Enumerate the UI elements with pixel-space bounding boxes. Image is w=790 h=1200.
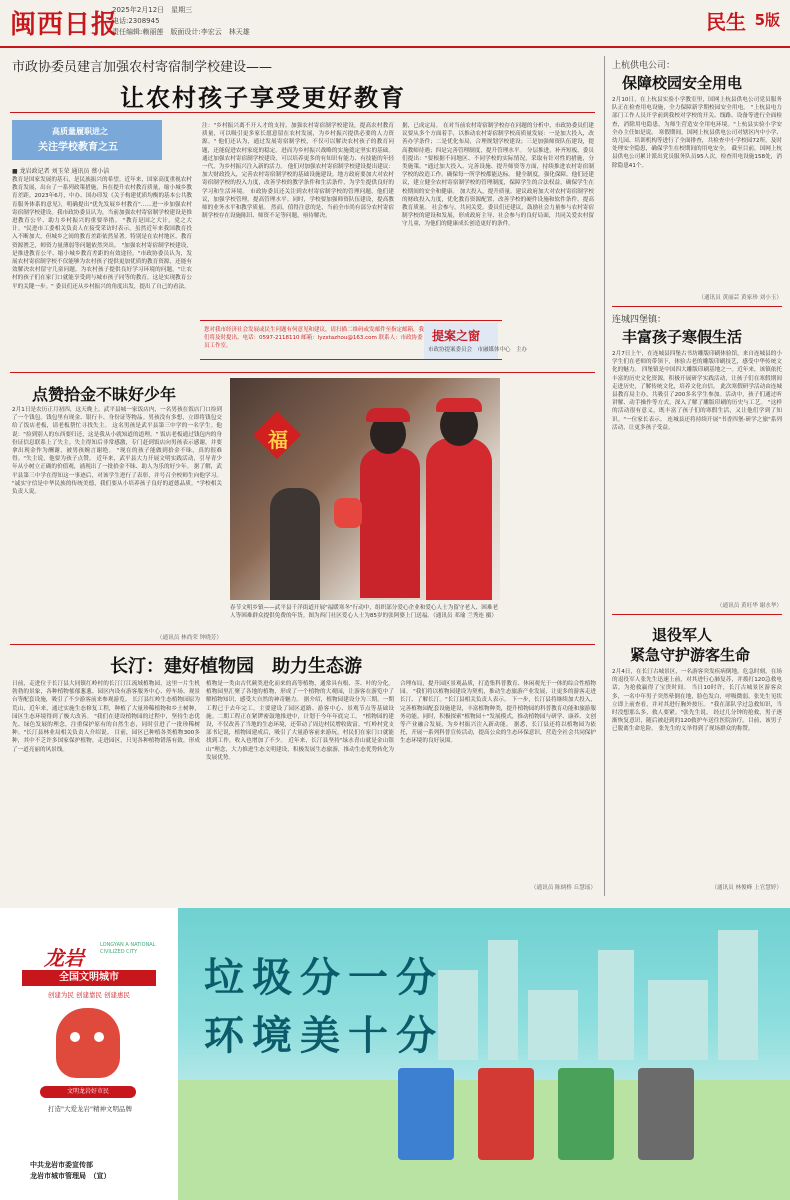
sidebar-story3-kicker: 退役军人 <box>652 626 713 644</box>
volunteer-1-cap <box>366 408 410 422</box>
volunteer-2-cap <box>436 398 482 412</box>
city-building <box>438 970 478 1060</box>
proposal-banner-title: 提案之窗 <box>432 329 481 343</box>
main-story-reporter: ■ 龙岩政记者 刘玉荣 通讯员 蔡小洁 <box>12 168 110 175</box>
mascot-eye-left <box>70 1032 80 1042</box>
sidebar-divider <box>604 56 605 896</box>
sidebar-story2-body: 2月7日上午，在连城县四堡古书坊雕版印刷体验馆，来自连城县的小学生们在老师的带领下，体验古老的雕版印刷技艺，感受中华传统文化的魅力。 四堡镇是中国四大雕版印刷基地之一。近年来，该镇依托丰富的历史文化资源，积极开展研学实践活动，让孩子们在寒假期间走进历史，了解传统文化，培养文化自信。 此次寒假研学活动由连城县教育局主办，共吸引了200多名学生参加。活动中，孩子们通过听讲解、动手操作等方式，深入了解了雕版印刷的历史与工艺。 "这样的活动很有意义，既丰富了孩子们的寒假生活，又让他们学到了知识。"一位家长表示。 连城县还将持续开展"书香四堡·研学之旅"系列活动，让更多孩子受益。 <box>612 351 782 431</box>
sidebar-story1-kicker: 上杭供电公司： <box>612 61 676 71</box>
fu-character: 福 <box>268 428 288 452</box>
proposal-window-banner <box>200 320 528 360</box>
bottom-story-column-1: 日前，走进位于长汀县大同镇红岭村的长汀汀江流域植物园，这里一片生机勃勃的景象，各种植物郁郁葱葱。园区内设有游客服务中心、停车场、观景台等配套设施，吸引了不少游客前来参观游览。 长汀县红岭生态植物园原为荒山，近年来，通过实施生态修复工程，种植了大量珍稀植物和乡土树种，园区生态环境得到了极大改善。 "我们在建设植物园的过程中，坚持生态优先、绿色发展的理念，注重保护原有的自然生态，同时引进了一批珍稀树种。"长汀县林业局相关负责人介绍说。 目前，园区已种植各类植物300多种，其中不乏许多国家保护植物。走进园区，只见各种植物错落有致，形成了一道亮丽的风景线。 <box>12 681 200 753</box>
column-tag-line1: 高质量履职进之 <box>52 127 108 136</box>
proposal-banner-text: 您对我市经济社会发展或民生问题有何意见和建议，请扫描二维码或发邮件至指定邮箱，我们将及时提出。电话：0597-2118110 邮箱：lyzxtazhou@163.com 联系人：市政协委员工作室。 <box>204 327 425 349</box>
masthead <box>0 0 790 48</box>
ad-longyan-logo: 龙岩 <box>44 946 84 970</box>
sidebar-story3-byline: （通讯员 林俊峰 上官慧婷） <box>711 885 782 891</box>
sidebar-story3-title: 紧急守护游客生命 <box>630 646 751 664</box>
sidebar-story2-byline: （通讯员 黄旺华 谢水华） <box>716 603 782 609</box>
sidebar-story2-kicker: 连城四堡镇： <box>612 315 667 325</box>
ad-headline-2: 环境美十分 <box>204 1013 444 1059</box>
elder-figure <box>270 488 320 600</box>
sidebar-story1-title: 保障校园安全用电 <box>622 74 743 92</box>
sidebar-story1-byline: （通讯员 黄丽芸 黄家珍 刘小玉） <box>698 295 782 301</box>
main-story-title: 让农村孩子享受更好教育 <box>120 84 406 112</box>
bottom-story-title: 长汀：建好植物园 助力生态游 <box>110 656 362 677</box>
main-story-kicker: 市政协委员建言加强农村寄宿制学校建设—— <box>12 60 273 75</box>
sidebar-divider-1 <box>612 306 782 307</box>
kitchen-bin-icon <box>558 1068 614 1160</box>
jewel-story-title: 点赞拾金不昧好少年 <box>32 385 177 404</box>
main-title-divider <box>10 112 595 113</box>
jewel-story-body: 2月1日是农历正月初四，这天晚上，武平县城一家饭店内，一名男孩在饭店门口捡到了一个钱包。钱包里有现金、银行卡、身份证等物品。男孩没有多想，立即将钱包交给了饭店老板，请老板帮忙寻找失主。 这名男孩是武平县第三中学的一名学生。他说："捡到别人的东西要归还，这是我从小就知道的道理。" 饭店老板通过钱包内的身份证信息联系上了失主。失主得知后非常感激，专门赶到饭店向男孩表示感谢，并要拿出现金作为酬谢，被男孩婉言谢绝。 "现在的孩子能做到拾金不昧，真的很难得。"失主说，他要为孩子点赞。 近年来，武平县大力开展文明实践活动，引导青少年从小树立正确的价值观，涌现出了一批拾金不昧、助人为乐的好少年。 据了解，武平县第三中学在得知这一事迹后，对该学生进行了表彰，并号召全校师生向他学习。 "诚实守信是中华民族的传统美德，我们要从小培养孩子良好的道德品质。"学校相关负责人说。 <box>12 407 222 496</box>
ad-left-panel <box>0 908 178 1200</box>
section-page-number: 5版 <box>754 11 780 29</box>
column-tag-box <box>12 120 162 160</box>
newspaper-logo: 闽西日报 <box>10 10 119 40</box>
main-story-bottom-divider <box>10 372 595 373</box>
proposal-banner-sub: 市政协提案委员会 市融媒体中心 主办 <box>428 347 528 353</box>
sidebar-story3-body: 2月4日，在长汀古城景区，一名游客突发疾病倒地。危急时刻，在场的退役军人张先生迅速上前，对其进行心肺复苏，并拨打120急救电话，为抢救赢得了宝贵时间。 当日10时许，长汀古城景区游客众多，一名中年男子突然晕倒在地，脸色发白，呼吸微弱。张先生见状立即上前查看，并对其进行胸外按压。 "我在部队学过急救知识，当时没想那么多，救人要紧。"张先生说。 经过几分钟的抢救，男子逐渐恢复意识，随后被赶到的120救护车送往医院治疗。目前，该男子已脱离生命危险。 张先生的义举得到了现场群众的称赞。 <box>612 669 782 733</box>
volunteer-2 <box>426 438 492 600</box>
sidebar-story2-title: 丰富孩子寒假生活 <box>622 328 743 346</box>
ad-right-panel <box>178 908 790 1200</box>
city-building <box>488 940 518 1060</box>
other-bin-icon <box>638 1068 694 1160</box>
issue-date: 2025年2月12日 星期三 <box>112 6 193 14</box>
ad-organizers <box>30 1160 160 1182</box>
section-name: 民生 <box>706 10 746 34</box>
recyclable-bin-icon <box>398 1068 454 1160</box>
volunteer-photo <box>230 378 500 600</box>
ad-organizer-2: 龙岩市城市管理局 （宣） <box>30 1172 111 1180</box>
photo-caption: 春节文明乡镇——武平县千洋街道开展"福暖寒冬"行动中，组织部分爱心企业和爱心人士为留守老人、困难老人等困难群众提供免费的年货。图为西门社区爱心人士为85岁的张阿婆上门送福。（通讯员 邓瑜 兰秀连 摄） <box>230 605 499 619</box>
bottom-story-column-3: 合理布局，提升园区景观品质，打造集科普教育、休闲观光于一体的综合性植物园。 "我们将以植物园建设为契机，推动生态旅游产业发展，让更多的游客走进长汀、了解长汀。"长汀县相关负责人表示。 下一步，长汀县将继续加大投入，完善植物园配套设施建设，丰富植物种类，提升植物园的科普教育功能和旅游服务功能。同时，积极探索"植物园＋"发展模式，推动植物园与研学、康养、文创等产业融合发展，为乡村振兴注入新动能。 据悉，长汀县还将以植物园为依托，开展一系列科普宣传活动，提高公众的生态环保意识，营造全社会共同保护生态环境的良好氛围。 <box>400 681 596 745</box>
sidebar-story1-body: 2月10日，在上杭县实验小学教室里，国网上杭县供电公司党员服务队正在检查用电设施，全力保障新学期校园安全用电。 "上杭县电力部门工作人员开学前到我校对学校的开关、线路、设备等进行全面检查，消除用电隐患，为师生营造安全用电环境。"上杭县实验小学安全办主任如是说。 寒假期间，国网上杭县供电公司对辖区内中小学、幼儿园、培训机构等进行了全面排查，共检查中小学校园72所，及时处理安全隐患，确保学生在校期间的用电安全。 截至目前，国网上杭县供电公司累计派出党员服务队员95人次，检查用电设施158处，消除隐患41个。 <box>612 97 782 169</box>
city-building <box>598 950 634 1060</box>
main-story-column-1: 教育是国家发展的基石，是民族振兴的希望。近年来，国家高度重视农村教育发展，出台了一系列政策措施，旨在提升农村教育质量，缩小城乡教育差距。2023年6月，中办、国办印发《关于构建优质均衡的基本公共教育服务体系的意见》，明确提出"优先发展乡村教育"……进一步加强农村寄宿制学校建设。我市政协委员认为，当前加强农村寄宿制学校建设是推进教育公平、助力乡村振兴的重要举措。 "教育是国之大计，党之大计。"民进市工委相关负责人在接受采访时表示，虽然近年来我国教育投入不断加大，但城乡之间的教育差距依然显著。特别是在农村地区，教育资源匮乏，师资力量薄弱等问题依然突出。 "加强农村寄宿制学校建设，是推进教育公平、缩小城乡教育差距的有效途径。"市政协委员认为，发展农村寄宿制学校不仅能够为农村孩子提供更加优质的教育资源，还能有效解决农村留守儿童问题，为农村孩子提供良好学习环境的问题。"让农村的孩子们在家门口就能享受到与城市孩子同等的教育，这是实现教育公平的关键一步。" 委员们还从乡村振兴的角度出发，提出了自己的看法。 <box>12 177 192 290</box>
ad-good-citizen-pill: 文明龙岩好市民 <box>40 1086 136 1098</box>
sidebar-divider-2 <box>612 614 782 615</box>
column-tag-line2: 关注学校教育之五 <box>38 142 118 153</box>
ad-english-tag: LONGYAN A NATIONAL CIVILIZED CITY <box>100 942 156 955</box>
proposal-banner-logo <box>424 323 528 359</box>
city-building <box>648 980 708 1060</box>
bottom-story-divider <box>10 644 595 645</box>
city-building <box>718 930 758 1060</box>
issue-phone: 电话:2308945 <box>112 17 160 25</box>
main-story-column-2: 注："乡村振兴离不开人才的支持。加强农村寄宿制学校建设，提高农村教育质量，可以吸引更多家长愿意留在农村发展，为乡村振兴提供必要的人力资源。" 他们还认为，通过发展寄宿制学校，不仅可以解决农村孩子的教育问题，还能促进农村家庭的稳定。进而为乡村振兴战略的实施奠定坚实的基础。通过加强农村寄宿制学校建设，可以培养更多的有知识有能力、有技能的年轻一代，为乡村振兴注入新的活力。 他们对加强农村寄宿制学校建设提出建议：加大财政投入，完善农村寄宿制学校的基础设施建设。地方政府要加大对农村寄宿制学校的投入力度，改善学校的教学条件和生活条件，为学生提供良好的学习和生活环境。 市政协委员还关注到农村寄宿制学校的管理问题，他们建议，加强学校管理，提高管理水平。同时，学校要加强师资队伍建设，提高教师的业务水平和教学质量。 然而，值得注意的是，当前全市尚有部分农村寄宿制学校存在设施陈旧、师资不足等问题，亟待解决。 <box>202 123 394 220</box>
mascot-eye-right <box>94 1032 104 1042</box>
public-service-ad <box>0 908 790 1200</box>
mascot-icon <box>56 1008 120 1078</box>
main-story-column-3: 据，已成定局。 在对当前农村寄宿制学校存在问题的分析中，市政协委员们建议要从多个方面着手，以推动农村寄宿制学校高质量发展：一是加大投入，改善办学条件；二是优化布局，合理规划学校建设；三是加强师资队伍建设，提高教师待遇；四是完善管理制度，提升管理水平。 分层推进，补齐短板。委员们提出："要根据不同地区、不同学校的实际情况，采取有针对性的措施，分类施策。"通过加大投入、完善设施、提升师资等方面，持续推进农村寄宿制学校的改造工作，确保每一所学校都能达标。 健全制度，强化保障。他们还建议，建立健全农村寄宿制学校的管理制度，保障学生的合法权益，确保学生在校期间的安全和健康。 加大投入，提升质量。建议政府加大对农村寄宿制学校的财政投入力度，优化教育资源配置，改善学校的硬件设施和软件条件，提高教育质量。 社会参与，共同关爱。委员们还建议，鼓励社会力量参与农村寄宿制学校的建设和发展，形成政府主导、社会参与的良好局面，共同关爱农村留守儿童，为他们的健康成长创造更好的条件。 <box>402 123 594 228</box>
ad-organizer-1: 中共龙岩市委宣传部 <box>30 1161 93 1169</box>
volunteer-1 <box>360 448 420 598</box>
jewel-story-byline: （通讯员 林尚荣 钟晓芳） <box>156 635 222 641</box>
ad-civilized-city-badge: 全国文明城市 <box>22 970 156 986</box>
bottom-story-byline: （通讯员 陈炳桥 丘慧瑶） <box>530 885 596 891</box>
city-building <box>528 990 578 1060</box>
ad-brand-line: 打造"大爱龙岩"精神文明品牌 <box>48 1105 132 1113</box>
gift-bag <box>334 498 362 528</box>
ad-slogan: 创建为民 创建靠民 创建惠民 <box>47 991 131 999</box>
hazardous-bin-icon <box>478 1068 534 1160</box>
ad-headline-1: 垃圾分一分 <box>204 955 444 1001</box>
masthead-info <box>112 5 250 38</box>
bottom-story-column-2: 植物是一类由古代蕨类进化而来的高等植物，通常具有根、茎、叶的分化。植物园里汇聚了各地的植物，形成了一个植物的大观园，让游客在游览中了解植物知识，感受大自然的神奇魅力。 据介绍，植物园建设分为三期。一期工程已于去年完工，主要建设了园区道路、游客中心、景观节点等基础设施。二期工程正在紧锣密鼓地推进中，计划于今年年底完工。 "植物园的建设，不仅改善了当地的生态环境，还带动了周边村民增收致富。"红岭村党支部书记说，植物园建成后，吸引了大量游客前来游玩，村民们在家门口就能找到工作，收入也增加了不少。 近年来，长汀县坚持"绿水青山就是金山银山"理念，大力推进生态文明建设，积极发展生态旅游，推动生态优势转化为发展优势。 <box>206 681 394 761</box>
issue-editors: 责任编辑:赖丽莲 版面设计:李宏云 林天雄 <box>112 28 250 36</box>
